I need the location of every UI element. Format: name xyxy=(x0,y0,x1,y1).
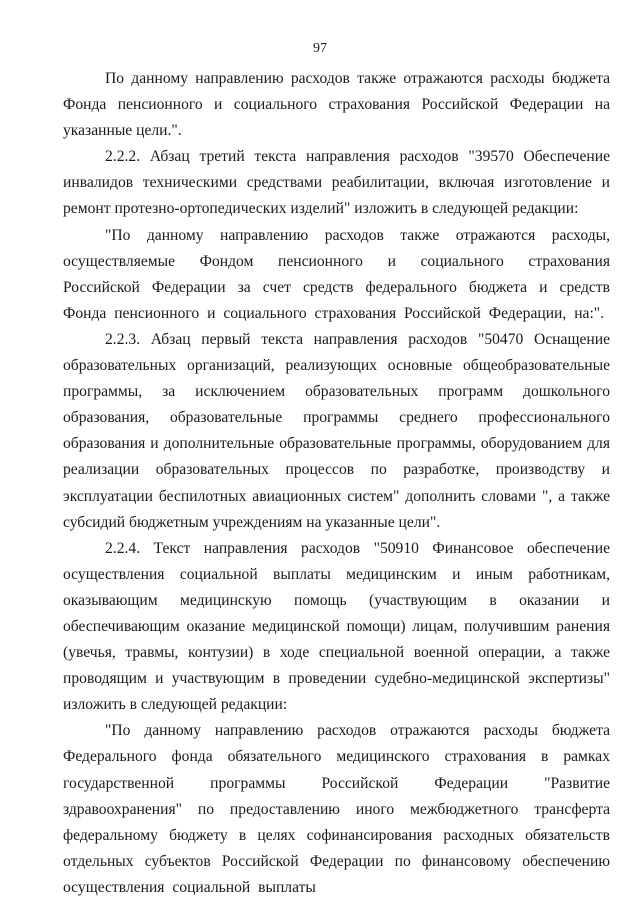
paragraph: 2.2.4. Текст направления расходов "50910 Финансовое обеспечение осуществления социальной выплаты медицинским и иным работникам, оказывающим медицинскую помощь (участвующим в оказании и обеспечивающим оказание медицинской помощи) лицам, получившим ранения (увечья, травмы, контузии) в ходе специальной военной операции, а также проводящим и участвующим в проведении судебно-медицинской экспертизы" изложить в следующей редакции: xyxy=(63,539,610,714)
paragraph: "По данному направлению расходов отражаются расходы бюджета Федерального фонда обязательного медицинского страхования в рамках государственной программы Российской Федерации "Развитие здравоохранения" по предоставлению иного межбюджетного трансферта федеральному бюджету в целях софинансирования расходных обязательств отдельных субъектов Российской Федерации по финансовому обеспечению осуществления социальной выплаты xyxy=(63,722,610,896)
paragraph: По данному направлению расходов также отражаются расходы бюджета Фонда пенсионного и социального страхования Российской Федерации на указанные цели.". xyxy=(63,70,610,140)
document-body xyxy=(63,66,610,901)
paragraph: 2.2.3. Абзац первый текста направления расходов "50470 Оснащение образовательных организаций, реализующих основные общеобразовательные программы, за исключением образовательных программ дошкольного образования, образовательные программы среднего профессионального образования и дополнительные образовательные программы, оборудованием для реализации образовательных процессов по разработке, производству и эксплуатации беспилотных авиационных систем" дополнить словами ", а также субсидий бюджетным учреждениям на указанные цели". xyxy=(63,330,610,531)
paragraph: 2.2.2. Абзац третий текста направления расходов "39570 Обеспечение инвалидов техническими средствами реабилитации, включая изготовление и ремонт протезно-ортопедических изделий" изложить в следующей редакции: xyxy=(63,148,610,218)
paragraph: "По данному направлению расходов также отражаются расходы, осуществляемые Фондом пенсионного и социального страхования Российской Федерации за счет средств федерального бюджета и средств Фонда пенсионного и социального страхования Российской Федерации, на:". xyxy=(63,226,610,322)
page-number: 97 xyxy=(313,41,327,56)
